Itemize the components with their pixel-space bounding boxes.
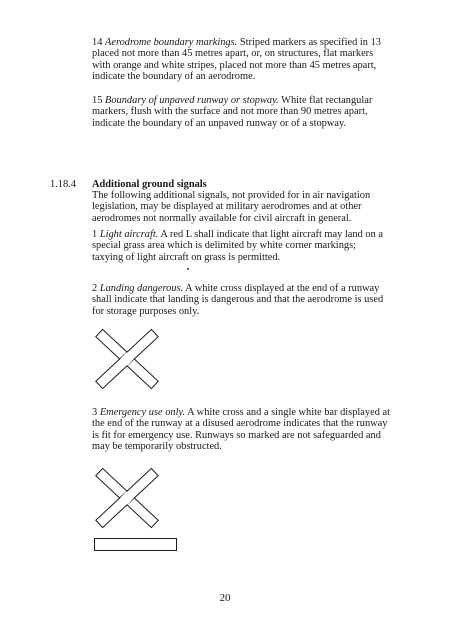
section-number: 1.18.4 [50,179,76,190]
signal-text: A red L shall indicate that light aircraft may land on a special grass area which is delimited by white corner markings; taxying of light aircraft on grass is permitted. [92,229,384,263]
page-number: 20 [219,592,231,604]
print-speck [187,268,189,270]
item-text: White flat rectangular markers, flush with the surface and not more than 90 metres apart, indicate the boundary of an unpaved runway or of a stopway. [92,95,373,129]
item-title: Aerodrome boundary markings. [105,37,238,48]
signal-title: Emergency use only. [99,407,186,418]
section-intro: The following additional signals, not provided for in air navigation legislation, may be displayed at military aerodromes and at other aerodromes not normally available for civil aircraft in general. [92,190,371,224]
white-cross-diagram [92,328,162,390]
signal-text: A white cross displayed at the end of a runway shall indicate that landing is dangerous and that the aerodrome is used for storage purposes only. [92,283,384,317]
section-title: Additional ground signals [92,179,207,190]
item-number: 14 [92,37,103,48]
signal-number: 1 [92,229,98,240]
item-title: Boundary of unpaved runway or stopway. [105,95,279,106]
signal-3-paragraph [92,407,396,453]
white-cross-diagram [92,467,162,529]
item-text: Striped markers as specified in 13 placed not more than 45 metres apart, or, on structures, flat markers with orange and white stripes, placed not more than 45 metres apart, indicate the boundary of an aerodrome. [92,37,381,83]
signal-title: Light aircraft. [99,229,159,240]
signal-number: 2 [92,283,98,294]
item-15-paragraph [92,95,392,129]
signal-text: A white cross and a single white bar displayed at the end of the runway at a disused aerodrome indicates that the runway is fit for emergency use. Runways so marked are not safeguarded and may be temporarily obstructed. [92,407,391,453]
item-14-paragraph [92,37,392,83]
signal-title: Landing dangerous. [99,283,184,294]
signal-1-paragraph [92,229,388,263]
item-number: 15 [92,95,103,106]
white-bar-diagram [92,536,180,554]
signal-number: 3 [92,407,98,418]
signal-2-paragraph [92,283,396,317]
